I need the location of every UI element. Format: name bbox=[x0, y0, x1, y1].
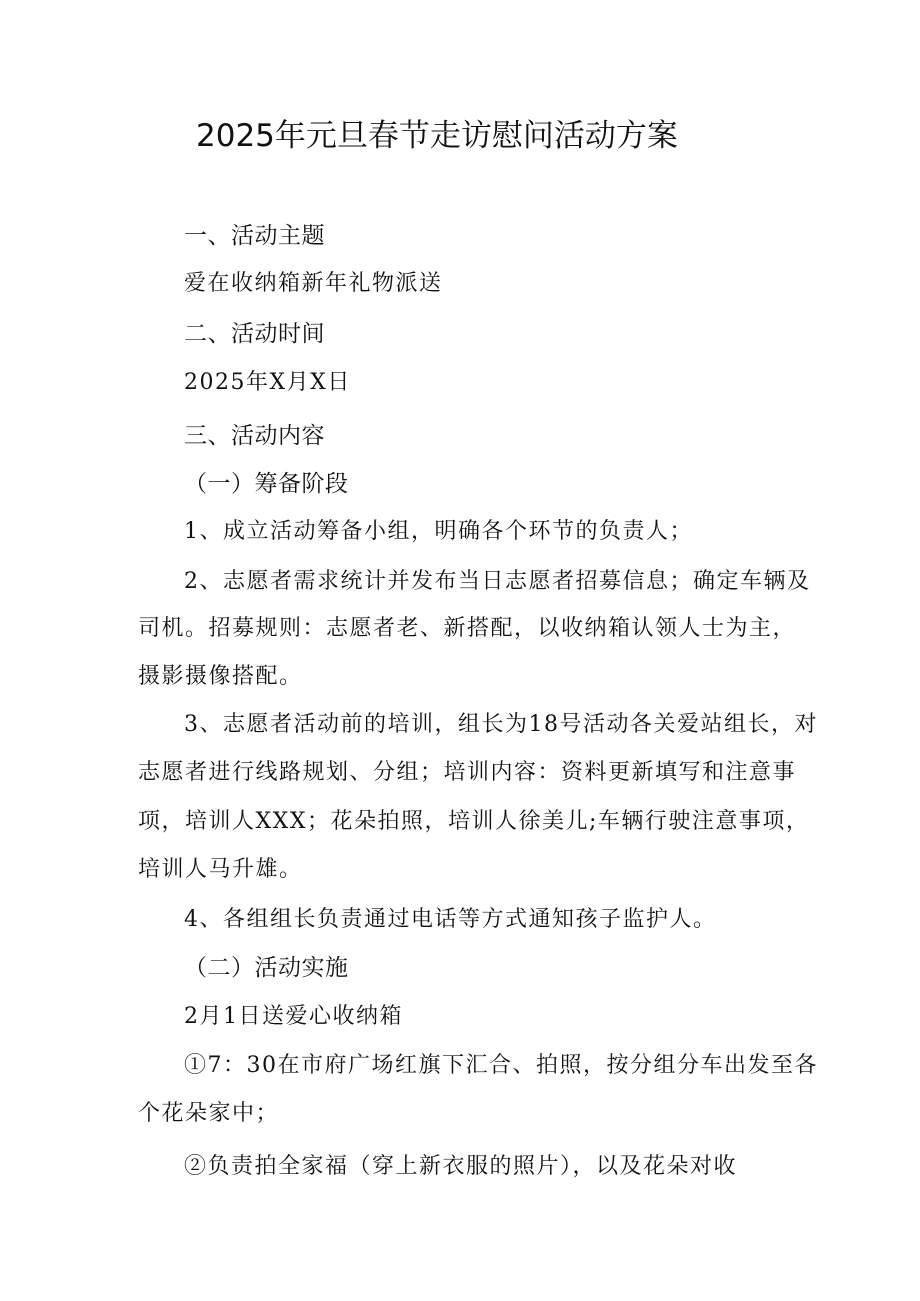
section-2-text: 2025年X月X日 bbox=[184, 370, 351, 395]
prep-item-2-line-3: 摄影摄像搭配。 bbox=[138, 664, 303, 689]
subsection-1-heading: （一）筹备阶段 bbox=[184, 471, 349, 497]
implementation-step-1-line-1: ①7：30在市府广场红旗下汇合、拍照，按分组分车出发至各 bbox=[184, 1053, 818, 1078]
section-1-heading: 一、活动主题 bbox=[184, 223, 325, 249]
section-3-heading: 三、活动内容 bbox=[184, 423, 325, 449]
implementation-step-1-line-2: 个花朵家中； bbox=[138, 1101, 280, 1126]
prep-item-2-line-1: 2、志愿者需求统计并发布当日志愿者招募信息；确定车辆及 bbox=[184, 569, 811, 594]
prep-item-3-line-1: 3、志愿者活动前的培训，组长为18号活动各关爱站组长，对 bbox=[184, 712, 818, 737]
subsection-2-heading: （二）活动实施 bbox=[184, 955, 349, 981]
prep-item-4: 4、各组组长负责通过电话等方式通知孩子监护人。 bbox=[184, 907, 717, 932]
prep-item-3-line-4: 培训人马升雄。 bbox=[138, 857, 303, 882]
implementation-date-line: 2月1日送爱心收纳箱 bbox=[184, 1004, 403, 1029]
implementation-step-2: ②负责拍全家福（穿上新衣服的照片），以及花朵对收 bbox=[184, 1154, 738, 1179]
prep-item-1: 1、成立活动筹备小组，明确各个环节的负责人； bbox=[184, 519, 693, 544]
section-2-heading: 二、活动时间 bbox=[184, 321, 325, 347]
prep-item-2-line-2: 司机。招募规则：志愿者老、新搭配，以收纳箱认领人士为主， bbox=[138, 616, 797, 641]
prep-item-3-line-3: 项，培训人XXX；花朵拍照，培训人徐美儿;车辆行驶注意事项， bbox=[138, 809, 810, 834]
prep-item-3-line-2: 志愿者进行线路规划、分组；培训内容：资料更新填写和注意事 bbox=[138, 760, 797, 785]
document-title: 2025年元旦春节走访慰问活动方案 bbox=[196, 118, 678, 154]
section-1-text: 爱在收纳箱新年礼物派送 bbox=[184, 271, 443, 296]
